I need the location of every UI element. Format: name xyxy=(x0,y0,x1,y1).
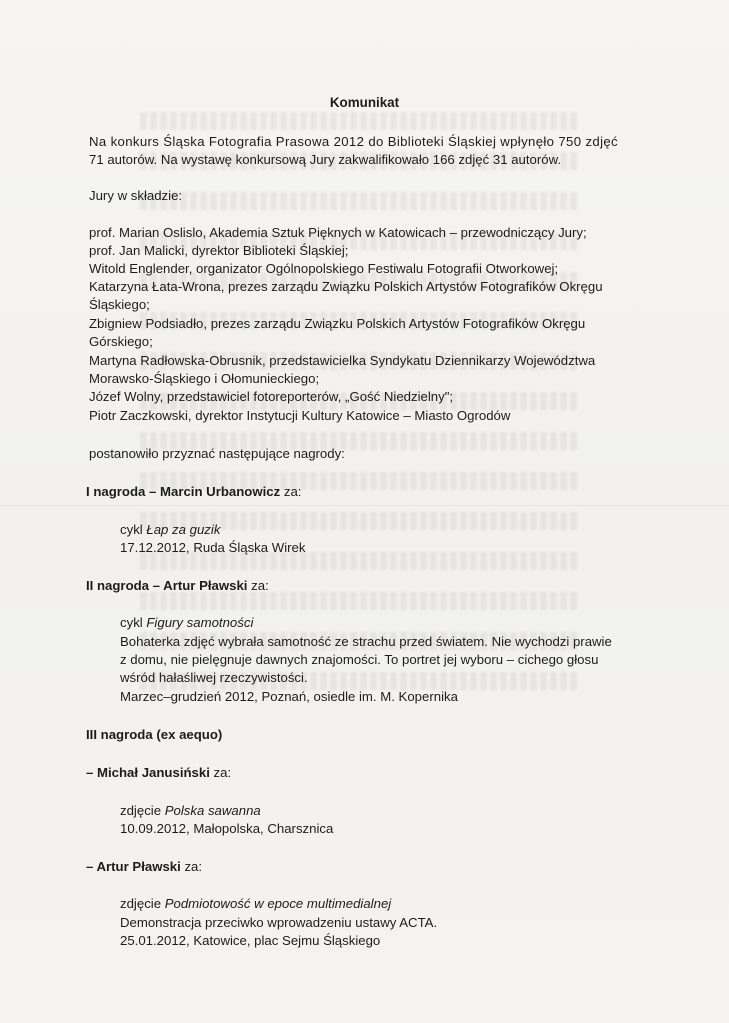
award-3a-work: zdjęcie Polska sawanna xyxy=(120,803,261,818)
award-2-detail: Bohaterka zdjęć wybrała samotność ze strachu przed światem. Nie wychodzi prawie xyxy=(120,634,612,649)
jury-member: prof. Jan Malicki, dyrektor Biblioteki Śląskiej; xyxy=(89,243,349,258)
jury-member: Witold Englender, organizator Ogólnopolskiego Festiwalu Fotografii Otworkowej; xyxy=(89,261,559,276)
award-1-detail: 17.12.2012, Ruda Śląska Wirek xyxy=(120,540,306,555)
award-3-heading: III nagroda (ex aequo) xyxy=(86,727,223,742)
jury-member: prof. Marian Oslislo, Akademia Sztuk Pięknych w Katowicach – przewodniczący Jury; xyxy=(89,225,587,240)
jury-member: Józef Wolny, przedstawiciel fotoreporterów, „Gość Niedzielny"; xyxy=(89,389,454,404)
jury-heading: Jury w składzie: xyxy=(89,188,183,203)
award-3a-detail: 10.09.2012, Małopolska, Charsznica xyxy=(120,821,334,836)
awards-intro: postanowiło przyznać następujące nagrody: xyxy=(89,446,345,461)
award-2-detail: Marzec–grudzień 2012, Poznań, osiedle im. M. Kopernika xyxy=(120,689,458,704)
award-2-detail: wśród hałaśliwej rzeczywistości. xyxy=(120,670,308,685)
show-through-text xyxy=(0,90,729,963)
jury-member: Górskiego; xyxy=(89,334,153,349)
award-3b-detail: 25.01.2012, Katowice, plac Sejmu Śląskiego xyxy=(120,933,381,948)
page-title: Komunikat xyxy=(329,95,400,110)
award-3b-heading: – Artur Pławski za: xyxy=(86,859,203,874)
award-3b-detail: Demonstracja przeciwko wprowadzeniu ustawy ACTA. xyxy=(120,915,438,930)
intro-line: 71 autorów. Na wystawę konkursową Jury zakwalifikowało 166 zdjęć 31 autorów. xyxy=(89,152,562,167)
jury-member: Martyna Radłowska-Obrusnik, przedstawicielka Syndykatu Dziennikarzy Województwa xyxy=(89,353,596,368)
jury-member: Zbigniew Podsiadło, prezes zarządu Związku Polskich Artystów Fotografików Okręgu xyxy=(89,316,586,331)
award-2-detail: z domu, nie pielęgnuje dawnych znajomości. To portret jej wyboru – cichego głosu xyxy=(120,652,599,667)
paper-fold xyxy=(0,505,729,506)
award-2-work: cykl Figury samotności xyxy=(120,615,254,630)
award-3b-work: zdjęcie Podmiotowość w epoce multimedialnej xyxy=(120,896,392,911)
award-3a-heading: – Michał Janusiński za: xyxy=(86,765,232,780)
jury-member: Katarzyna Łata-Wrona, prezes zarządu Związku Polskich Artystów Fotografików Okręgu xyxy=(89,279,603,294)
intro-line: Na konkurs Śląska Fotografia Prasowa 2012 do Biblioteki Śląskiej wpłynęło 750 zdjęć xyxy=(89,134,618,149)
jury-member: Morawsko-Śląskiego i Ołomunieckiego; xyxy=(89,371,320,386)
award-2-heading: II nagroda – Artur Pławski za: xyxy=(86,578,269,593)
jury-member: Piotr Zaczkowski, dyrektor Instytucji Kultury Katowice – Miasto Ogrodów xyxy=(89,408,511,423)
award-1-heading: I nagroda – Marcin Urbanowicz za: xyxy=(86,484,302,499)
award-1-work: cykl Łap za guzik xyxy=(120,522,221,537)
jury-member: Śląskiego; xyxy=(89,297,150,312)
